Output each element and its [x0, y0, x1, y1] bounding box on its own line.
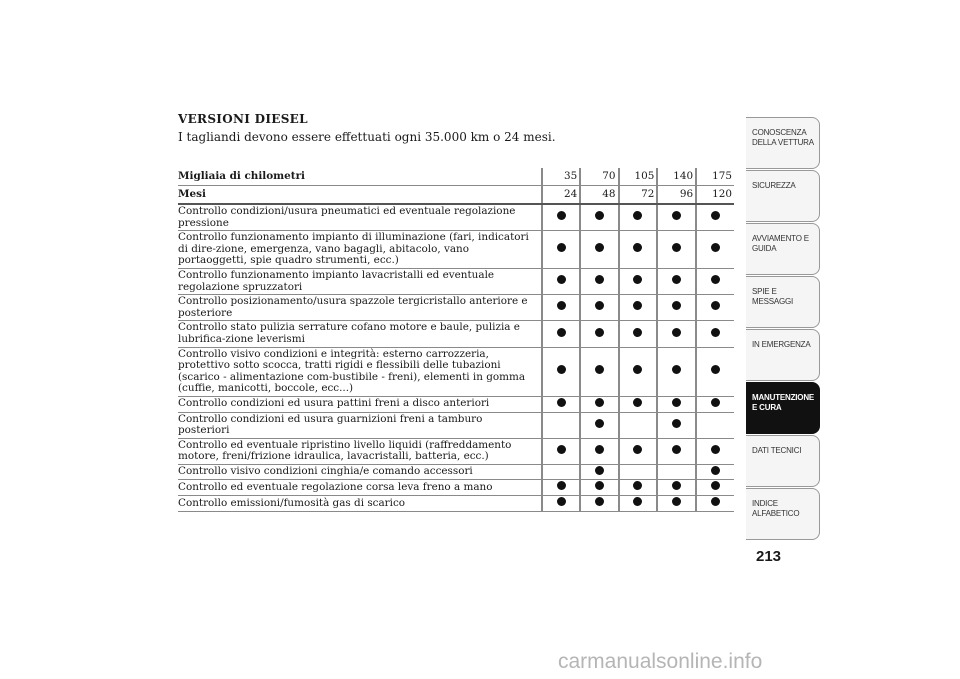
interval-cell — [580, 347, 618, 396]
row-label: Controllo posizionamento/usura spazzole tergicristallo anteriore e posteriore — [178, 295, 542, 321]
interval-cell — [657, 464, 696, 480]
header-months-120: 120 — [696, 186, 734, 205]
check-dot-icon — [595, 211, 604, 220]
chapter-tabs — [746, 117, 820, 541]
interval-cell — [619, 480, 658, 496]
table-row — [178, 231, 734, 269]
interval-cell — [657, 321, 696, 347]
check-dot-icon — [557, 211, 566, 220]
row-label: Controllo funzionamento impianto di illuminazione (fari, indicatori di dire-zione, emergenza, vano bagagli, abitacolo, vano portaoggetti, spie quadro strumenti, ecc.) — [178, 231, 542, 269]
chapter-tab[interactable]: AVVIAMENTO E GUIDA — [746, 223, 820, 275]
interval-cell — [542, 412, 580, 438]
check-dot-icon — [672, 301, 681, 310]
header-months-96: 96 — [657, 186, 696, 205]
interval-cell — [657, 347, 696, 396]
check-dot-icon — [557, 365, 566, 374]
check-dot-icon — [711, 481, 720, 490]
interval-cell — [657, 496, 696, 512]
row-label: Controllo condizioni ed usura pattini freni a disco anteriori — [178, 396, 542, 412]
interval-cell — [696, 464, 734, 480]
interval-cell — [619, 496, 658, 512]
check-dot-icon — [711, 466, 720, 475]
header-months-24: 24 — [542, 186, 580, 205]
row-label: Controllo condizioni/usura pneumatici ed eventuale regolazione pressione — [178, 204, 542, 231]
row-label: Controllo visivo condizioni cinghia/e comando accessori — [178, 464, 542, 480]
maintenance-table — [178, 168, 734, 512]
interval-cell — [696, 204, 734, 231]
check-dot-icon — [557, 497, 566, 506]
interval-cell — [580, 321, 618, 347]
interval-cell — [542, 496, 580, 512]
interval-cell — [696, 396, 734, 412]
interval-cell — [580, 480, 618, 496]
check-dot-icon — [595, 445, 604, 454]
table-row — [178, 321, 734, 347]
interval-cell — [619, 268, 658, 294]
interval-cell — [657, 204, 696, 231]
check-dot-icon — [595, 497, 604, 506]
interval-cell — [619, 438, 658, 464]
check-dot-icon — [711, 275, 720, 284]
interval-cell — [580, 268, 618, 294]
interval-cell — [580, 412, 618, 438]
table-row — [178, 396, 734, 412]
interval-cell — [580, 204, 618, 231]
check-dot-icon — [672, 243, 681, 252]
header-months-72: 72 — [619, 186, 658, 205]
interval-cell — [542, 231, 580, 269]
interval-cell — [580, 438, 618, 464]
table-row — [178, 347, 734, 396]
check-dot-icon — [557, 243, 566, 252]
interval-cell — [619, 321, 658, 347]
interval-cell — [696, 412, 734, 438]
interval-cell — [657, 231, 696, 269]
check-dot-icon — [711, 211, 720, 220]
interval-cell — [696, 480, 734, 496]
check-dot-icon — [595, 328, 604, 337]
check-dot-icon — [557, 481, 566, 490]
header-row-months — [178, 186, 734, 205]
interval-cell — [542, 268, 580, 294]
interval-cell — [696, 268, 734, 294]
check-dot-icon — [633, 398, 642, 407]
chapter-tab[interactable]: INDICE ALFABETICO — [746, 488, 820, 540]
interval-cell — [657, 480, 696, 496]
table-row — [178, 480, 734, 496]
interval-cell — [580, 396, 618, 412]
check-dot-icon — [672, 481, 681, 490]
chapter-tab[interactable]: IN EMERGENZA — [746, 329, 820, 381]
interval-cell — [619, 295, 658, 321]
interval-cell — [542, 321, 580, 347]
section-subheading: I tagliandi devono essere effettuati ogni 35.000 km o 24 mesi. — [178, 130, 556, 144]
check-dot-icon — [633, 211, 642, 220]
check-dot-icon — [633, 301, 642, 310]
header-km-35: 35 — [542, 168, 580, 186]
check-dot-icon — [633, 328, 642, 337]
chapter-tab[interactable]: SICUREZZA — [746, 170, 820, 222]
interval-cell — [619, 396, 658, 412]
row-label: Controllo ed eventuale regolazione corsa leva freno a mano — [178, 480, 542, 496]
check-dot-icon — [711, 497, 720, 506]
interval-cell — [542, 480, 580, 496]
interval-cell — [542, 347, 580, 396]
interval-cell — [696, 321, 734, 347]
check-dot-icon — [672, 328, 681, 337]
row-label: Controllo ed eventuale ripristino livello liquidi (raffreddamento motore, freni/frizione idraulica, lavacristalli, batteria, ecc.) — [178, 438, 542, 464]
check-dot-icon — [557, 398, 566, 407]
header-km-70: 70 — [580, 168, 618, 186]
check-dot-icon — [711, 328, 720, 337]
row-label: Controllo condizioni ed usura guarnizioni freni a tamburo posteriori — [178, 412, 542, 438]
check-dot-icon — [633, 497, 642, 506]
interval-cell — [619, 347, 658, 396]
table-row — [178, 438, 734, 464]
check-dot-icon — [595, 481, 604, 490]
row-label: Controllo visivo condizioni e integrità: esterno carrozzeria, protettivo sotto scocca, tratti rigidi e flessibili delle tubazioni (scarico - alimentazione com-bustibile - freni), elementi in gomma (cuffie, manicotti, boccole, ecc...) — [178, 347, 542, 396]
table-row — [178, 412, 734, 438]
row-label: Controllo funzionamento impianto lavacristalli ed eventuale regolazione spruzzatori — [178, 268, 542, 294]
interval-cell — [542, 464, 580, 480]
header-months-48: 48 — [580, 186, 618, 205]
interval-cell — [657, 438, 696, 464]
check-dot-icon — [711, 365, 720, 374]
chapter-tab[interactable]: MANUTENZIONE E CURA — [746, 382, 820, 434]
page-number: 213 — [756, 548, 782, 565]
check-dot-icon — [557, 328, 566, 337]
check-dot-icon — [672, 419, 681, 428]
interval-cell — [696, 496, 734, 512]
chapter-tab[interactable]: SPIE E MESSAGGI — [746, 276, 820, 328]
interval-cell — [580, 464, 618, 480]
check-dot-icon — [595, 365, 604, 374]
interval-cell — [696, 231, 734, 269]
check-dot-icon — [633, 481, 642, 490]
check-dot-icon — [595, 419, 604, 428]
check-dot-icon — [711, 243, 720, 252]
interval-cell — [542, 438, 580, 464]
interval-cell — [619, 204, 658, 231]
section-heading: VERSIONI DIESEL — [178, 112, 308, 126]
check-dot-icon — [633, 275, 642, 284]
check-dot-icon — [633, 445, 642, 454]
interval-cell — [580, 295, 618, 321]
check-dot-icon — [711, 445, 720, 454]
table-row — [178, 268, 734, 294]
check-dot-icon — [672, 365, 681, 374]
interval-cell — [580, 231, 618, 269]
check-dot-icon — [672, 497, 681, 506]
check-dot-icon — [711, 398, 720, 407]
table-row — [178, 496, 734, 512]
check-dot-icon — [672, 211, 681, 220]
interval-cell — [696, 438, 734, 464]
check-dot-icon — [672, 398, 681, 407]
row-label: Controllo emissioni/fumosità gas di scarico — [178, 496, 542, 512]
table-row — [178, 204, 734, 231]
table-row — [178, 464, 734, 480]
header-km-105: 105 — [619, 168, 658, 186]
interval-cell — [696, 347, 734, 396]
check-dot-icon — [557, 301, 566, 310]
check-dot-icon — [595, 243, 604, 252]
interval-cell — [657, 295, 696, 321]
interval-cell — [619, 412, 658, 438]
check-dot-icon — [595, 398, 604, 407]
chapter-tab[interactable]: CONOSCENZA DELLA VETTURA — [746, 117, 820, 169]
header-row-km — [178, 168, 734, 186]
check-dot-icon — [633, 365, 642, 374]
check-dot-icon — [711, 301, 720, 310]
check-dot-icon — [595, 275, 604, 284]
interval-cell — [542, 295, 580, 321]
row-label: Controllo stato pulizia serrature cofano motore e baule, pulizia e lubrifica-zione leverismi — [178, 321, 542, 347]
interval-cell — [619, 231, 658, 269]
watermark: carmanualsonline.info — [558, 650, 763, 673]
interval-cell — [580, 496, 618, 512]
header-km-175: 175 — [696, 168, 734, 186]
check-dot-icon — [633, 243, 642, 252]
table-row — [178, 295, 734, 321]
check-dot-icon — [595, 466, 604, 475]
check-dot-icon — [672, 445, 681, 454]
interval-cell — [657, 396, 696, 412]
check-dot-icon — [557, 275, 566, 284]
header-km-label: Migliaia di chilometri — [178, 168, 542, 186]
check-dot-icon — [557, 445, 566, 454]
interval-cell — [619, 464, 658, 480]
interval-cell — [657, 412, 696, 438]
interval-cell — [542, 396, 580, 412]
interval-cell — [696, 295, 734, 321]
check-dot-icon — [595, 301, 604, 310]
header-km-140: 140 — [657, 168, 696, 186]
chapter-tab[interactable]: DATI TECNICI — [746, 435, 820, 487]
interval-cell — [542, 204, 580, 231]
check-dot-icon — [672, 275, 681, 284]
header-months-label: Mesi — [178, 186, 542, 205]
interval-cell — [657, 268, 696, 294]
